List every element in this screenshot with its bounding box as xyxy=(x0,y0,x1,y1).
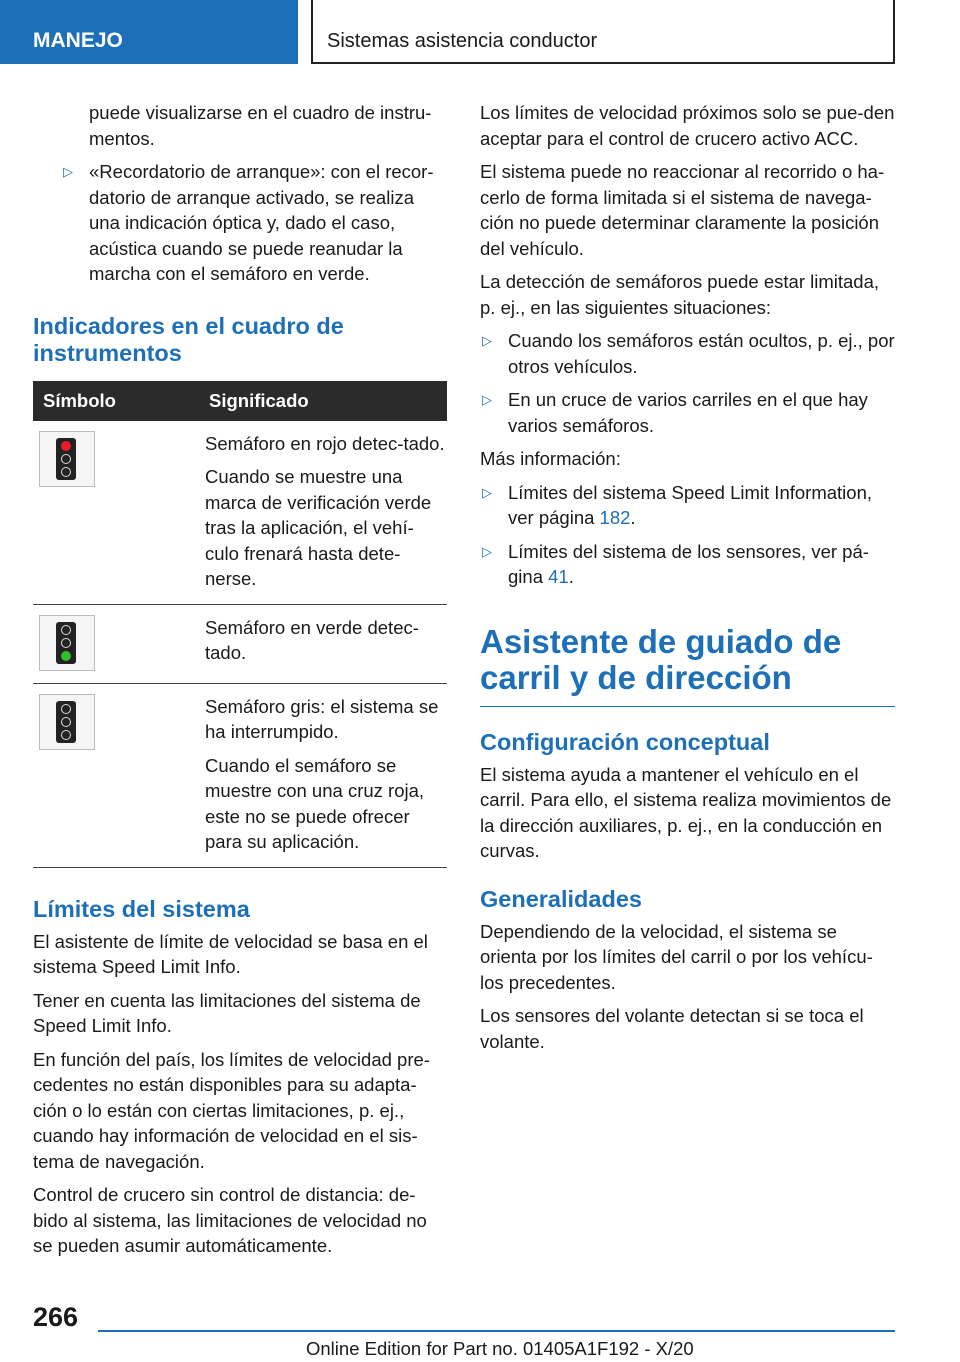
bullet-list xyxy=(480,328,895,438)
table-cell-text: Semáforo en rojo detec-tado. xyxy=(205,432,445,454)
paragraph: Tener en cuenta las limitaciones del sistema de Speed Limit Info. xyxy=(33,989,421,1036)
table-row xyxy=(33,421,447,605)
column-header-symbol: Símbolo xyxy=(33,381,199,421)
paragraph: El asistente de límite de velocidad se basa en el sistema Speed Limit Info. xyxy=(33,930,428,977)
footer-divider xyxy=(98,1330,895,1332)
table-row xyxy=(33,604,447,683)
section-heading-general: Generalidades xyxy=(480,885,642,912)
traffic-light-green-icon xyxy=(39,615,95,671)
continued-text: puede visualizarse en el cuadro de instru-mentos. xyxy=(89,102,432,149)
paragraph: Dependiendo de la velocidad, el sistema se orienta por los límites del carril o por los vehícu-los precedentes. xyxy=(480,920,873,993)
section-heading-concept: Configuración conceptual xyxy=(480,728,770,755)
paragraph: Los límites de velocidad próximos solo se pue-den aceptar para el control de crucero activo ACC. xyxy=(480,102,895,149)
paragraph: En función del país, los límites de velocidad pre-cedentes no están disponibles para su adapta-ción o lo están con ciertas limitaciones, p. ej., cuando hay información de velocidad en el sis-tema de navegación. xyxy=(33,1048,430,1172)
right-column xyxy=(480,100,895,1062)
section-heading-limits: Límites del sistema xyxy=(33,895,250,922)
paragraph: El sistema puede no reaccionar al recorrido o ha-cerlo de forma limitada si el sistema de navega-ción no puede determinar claramente la posición del vehículo. xyxy=(480,161,885,259)
header-section-label: MANEJO xyxy=(33,29,123,52)
paragraph: La detección de semáforos puede estar limitada, p. ej., en las siguientes situaciones: xyxy=(480,271,880,318)
table-cell-text: Cuando se muestre una marca de verificación verde tras la aplicación, el vehí-culo frenará hasta dete-nerse. xyxy=(205,466,432,589)
header-section-tab xyxy=(0,0,298,64)
bullet-triangle-icon: ▷ xyxy=(482,543,492,559)
section-heading-indicators: Indicadores en el cuadro de instrumentos xyxy=(33,312,344,366)
paragraph: Los sensores del volante detectan si se toca el volante. xyxy=(480,1005,864,1052)
reference-list xyxy=(480,480,895,590)
traffic-light-red-icon xyxy=(39,431,95,487)
paragraph: El sistema ayuda a mantener el vehículo en el carril. Para ello, el sistema realiza movimientos de la dirección auxiliares, p. ej., en la conducción en curvas. xyxy=(480,763,892,861)
header-chapter-label: Sistemas asistencia conductor xyxy=(327,30,598,52)
bullet-list xyxy=(33,159,447,287)
footer-edition: Online Edition for Part no. 01405A1F192 - X/20 xyxy=(306,1338,694,1359)
page-link-182[interactable]: 182 xyxy=(599,507,631,528)
page-link-41[interactable]: 41 xyxy=(548,566,569,587)
bullet-triangle-icon: ▷ xyxy=(482,333,492,348)
list-item: ▷ En un cruce de varios carriles en el que hay varios semáforos. xyxy=(482,389,868,436)
traffic-light-gray-icon xyxy=(39,694,95,750)
paragraph: Control de crucero sin control de distancia: de-bido al sistema, las limitaciones de velocidad no se pueden asumir automáticamente. xyxy=(33,1184,427,1256)
left-column xyxy=(33,100,447,1267)
list-item: ▷ Cuando los semáforos están ocultos, p. ej., por otros vehículos. xyxy=(482,330,895,377)
page-number: 266 xyxy=(33,1302,79,1332)
list-item: ▷ Límites del sistema de los sensores, ver pá-gina 41. xyxy=(482,540,869,587)
list-item: ▷ «Recordatorio de arranque»: con el recor-datorio de arranque activado, se realiza una indicación óptica y, dado el caso, acústica cuando se puede reanudar la marcha con el semáforo en verde. xyxy=(63,161,434,284)
bullet-triangle-icon: ▷ xyxy=(482,392,492,407)
table-cell-text: Semáforo en verde detec-tado. xyxy=(205,616,419,663)
bullet-triangle-icon: ▷ xyxy=(482,484,492,500)
symbol-table xyxy=(33,381,447,868)
table-cell-text: Semáforo gris: el sistema se ha interrumpido. xyxy=(205,695,439,742)
more-info-label: Más información: xyxy=(480,448,621,469)
column-header-meaning: Significado xyxy=(199,381,447,421)
table-row xyxy=(33,683,447,867)
table-cell-text: Cuando el semáforo se muestre con una cruz roja, este no se puede ofrecer para su aplicación. xyxy=(205,754,425,852)
chapter-title: Asistente de guiado de carril y de dirección xyxy=(480,624,895,707)
bullet-triangle-icon: ▷ xyxy=(63,164,73,179)
header-chapter-box xyxy=(311,0,895,64)
list-item: ▷ Límites del sistema Speed Limit Information, ver página 182. xyxy=(482,481,872,528)
